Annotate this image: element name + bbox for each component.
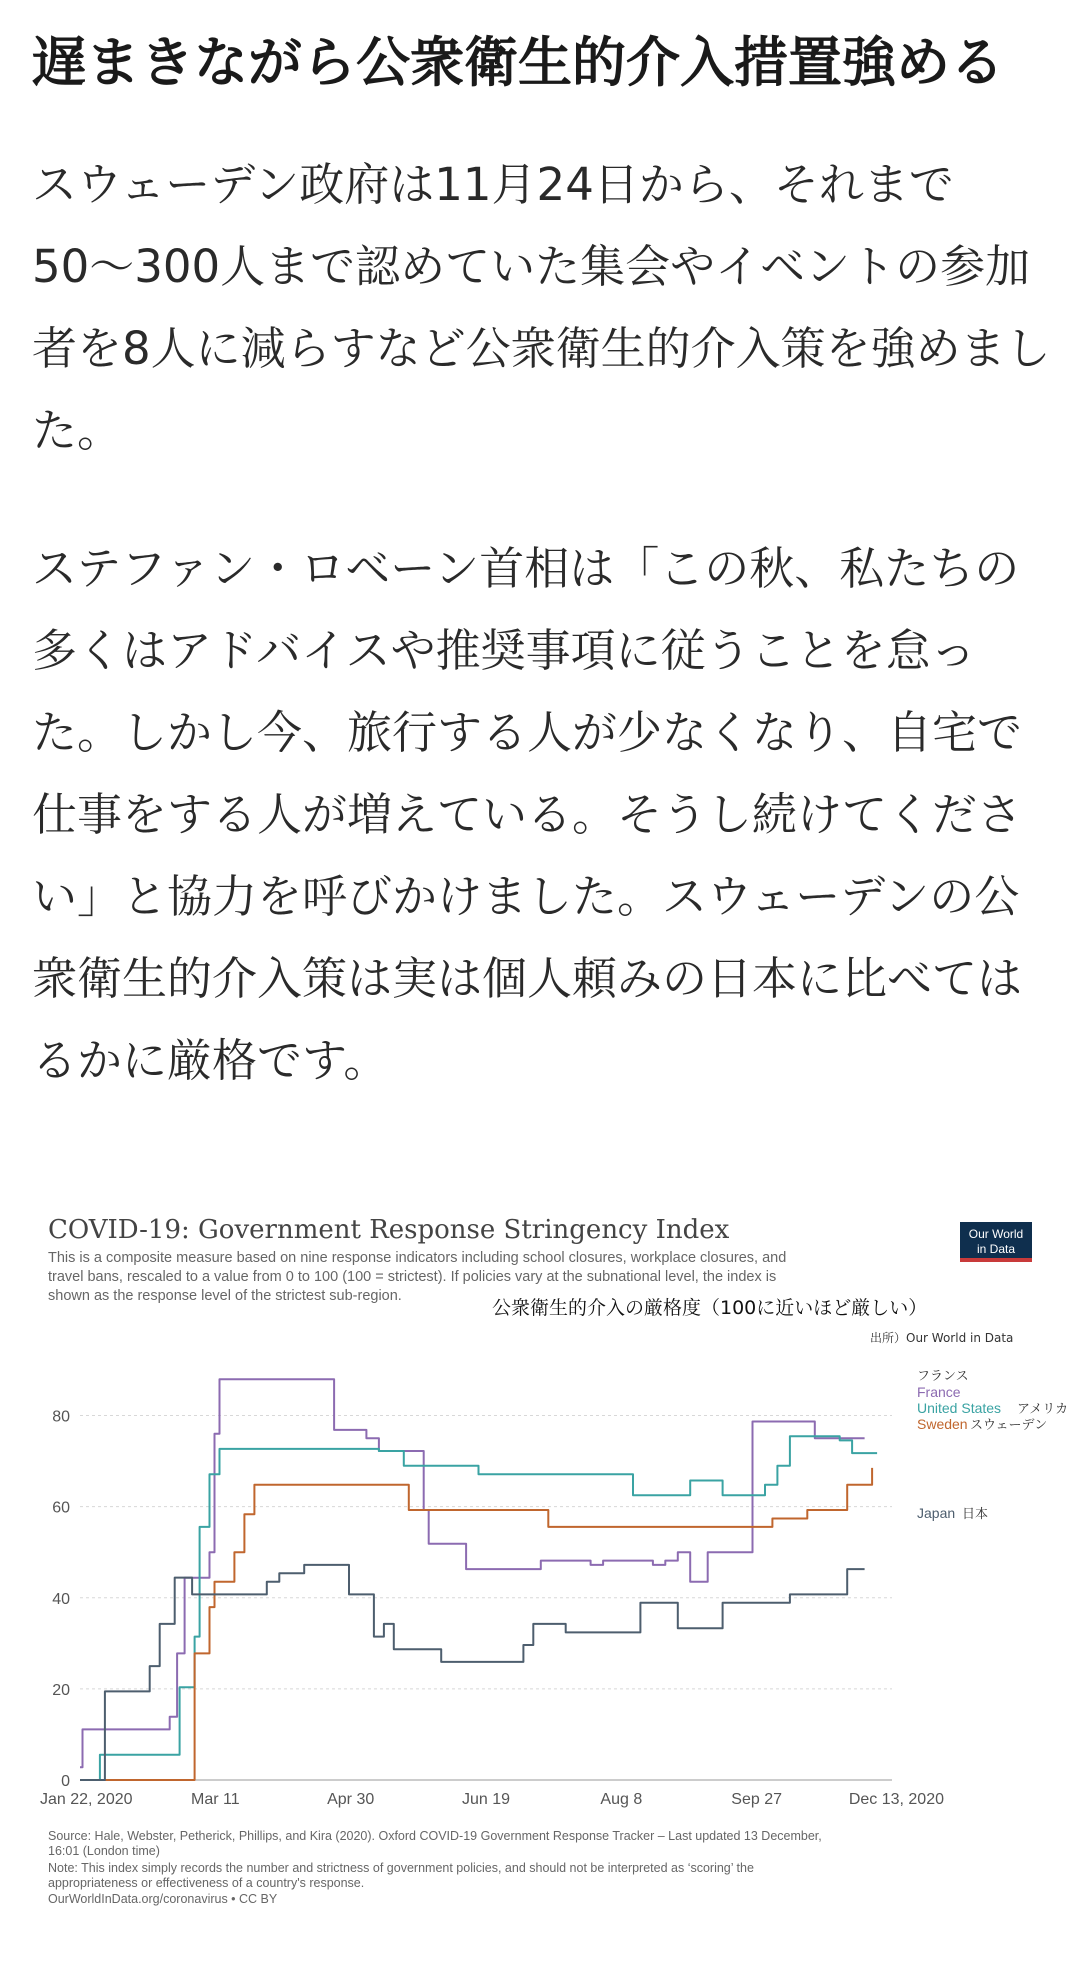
owid-logo-stripe [960, 1258, 1032, 1262]
article-paragraph-1: スウェーデン政府は11月24日から、それまで50〜300人まで認めていた集会やイベントの参加者を8人に減らすなど公衆衛生的介入策を強めました。 [32, 158, 1051, 457]
x-tick-label: Sep 27 [731, 1791, 783, 1808]
x-axis-ticks [40, 1791, 944, 1808]
chart-jp-source: 出所）Our World in Data [870, 1331, 1014, 1345]
owid-logo-line-1: Our World [968, 1227, 1024, 1241]
series-line-united-states [80, 1436, 877, 1780]
chart-subtitle-line-1: This is a composite measure based on nine response indicators including school closures, workplace closures, and [48, 1250, 787, 1266]
chart-subtitle-line-2: travel bans, rescaled to a value from 0 to 100 (100 = strictest). If policies vary at the subnational level, the index is [48, 1269, 777, 1285]
chart-jp-caption: 公衆衛生的介入の厳格度（100に近いほど厳しい） [492, 1297, 928, 1319]
legend-japan: Japan [917, 1505, 956, 1521]
chart-source-line-1: Source: Hale, Webster, Petherick, Phillips, and Kira (2020). Oxford COVID-19 Government Response Tracker – Last updated 13 December, [48, 1829, 822, 1843]
x-tick-label: Jan 22, 2020 [40, 1791, 133, 1808]
owid-logo [960, 1222, 1032, 1262]
chart-legend [917, 1369, 1068, 1522]
legend-france: France [917, 1384, 961, 1400]
series-line-japan [80, 1565, 865, 1780]
article [32, 28, 1052, 1102]
y-axis-ticks [52, 1409, 70, 1790]
x-tick-label: Dec 13, 2020 [848, 1791, 944, 1808]
legend-united-states: United States [917, 1400, 1002, 1416]
chart-cc-line: OurWorldInData.org/coronavirus • CC BY [48, 1892, 278, 1906]
legend-sweden: Sweden [917, 1416, 968, 1432]
chart-svg [32, 1200, 1069, 1920]
x-tick-label: Apr 30 [327, 1791, 375, 1808]
chart-subtitle-line-3: shown as the response level of the strictest sub-region. [48, 1288, 402, 1304]
legend-france-jp: フランス [917, 1369, 969, 1384]
article-heading: 遅まきながら公衆衛生的介入措置強める [32, 31, 1004, 94]
legend-sweden-jp: スウェーデン [970, 1418, 1048, 1433]
legend-japan-jp: 日本 [962, 1507, 989, 1522]
chart-title: COVID-19: Government Response Stringency Index [48, 1215, 730, 1245]
y-tick-label: 80 [52, 1408, 70, 1426]
x-tick-label: Mar 11 [191, 1791, 240, 1808]
chart-source-line-2: 16:01 (London time) [48, 1844, 160, 1858]
y-tick-label: 40 [52, 1590, 70, 1608]
series-line-france [80, 1379, 865, 1767]
chart-note-line-2: appropriateness or effectiveness of a country's response. [48, 1876, 365, 1890]
x-tick-label: Jun 19 [461, 1791, 511, 1808]
y-tick-label: 60 [52, 1499, 70, 1517]
owid-logo-line-2: in Data [976, 1242, 1016, 1256]
legend-united-states-jp: アメリカ [1017, 1402, 1069, 1417]
y-tick-label: 0 [61, 1773, 70, 1790]
x-tick-label: Aug 8 [600, 1791, 643, 1808]
chart-grid [80, 1416, 892, 1780]
y-tick-label: 20 [52, 1681, 70, 1699]
chart-note-line-1: Note: This index simply records the number and strictness of government policies, and should not be interpreted as ‘scoring’ the [48, 1861, 754, 1875]
article-paragraph-2: ステファン・ロベーン首相は「この秋、私たちの多くはアドバイスや推奨事項に従うことを怠った。しかし今、旅行する人が少なくなり、自宅で仕事をする人が増えている。そうし続けてください」と協力を呼びかけました。スウェーデンの公衆衛生的介入策は実は個人頼みの日本に比べてはるかに厳格です。 [32, 542, 1023, 1087]
stringency-chart [32, 1200, 1069, 1920]
chart-series-lines [80, 1379, 877, 1780]
